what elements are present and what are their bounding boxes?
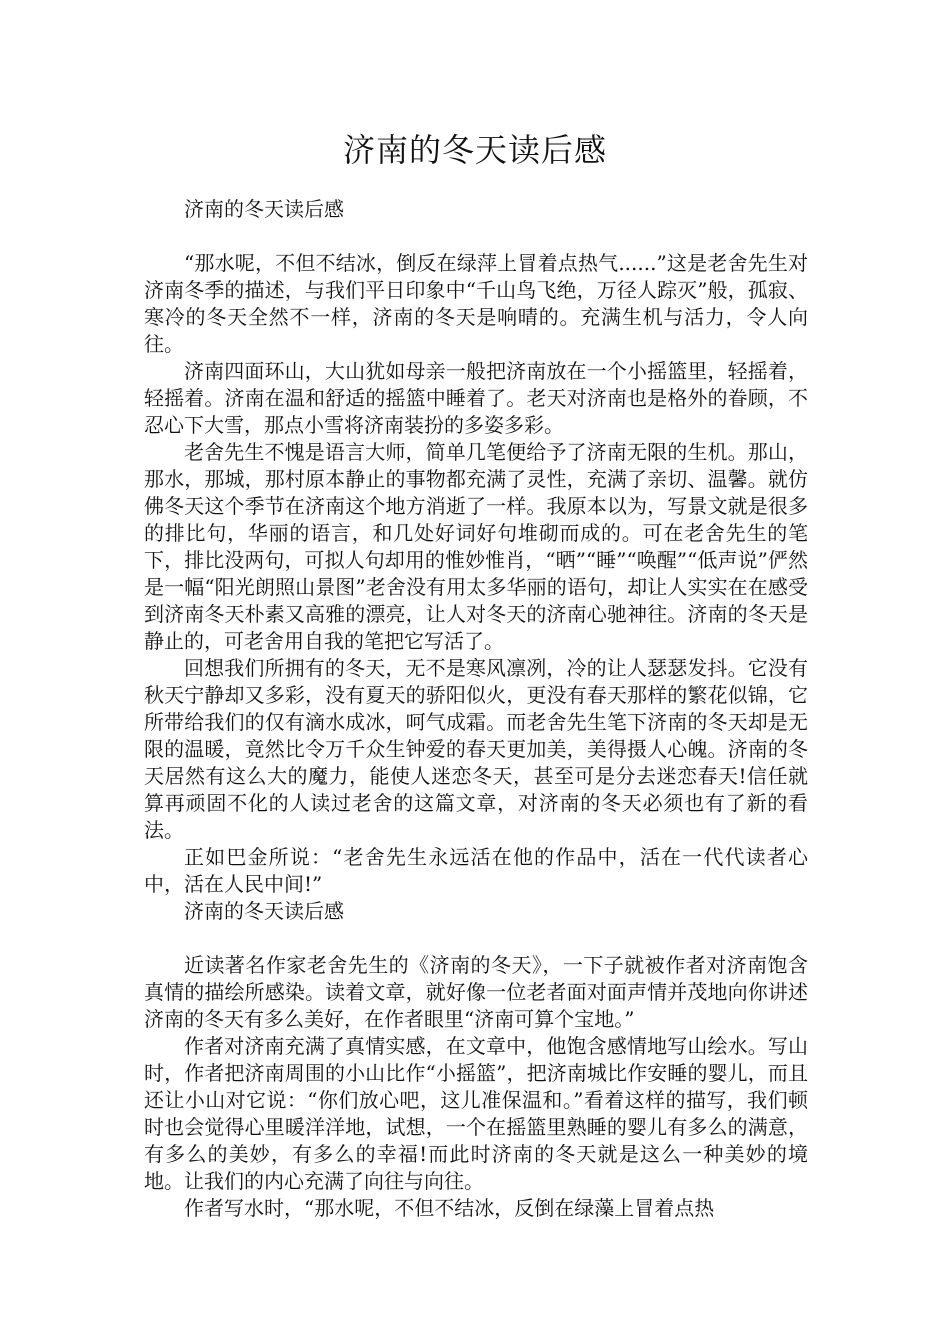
paragraph: 济南四面环山，大山犹如母亲一般把济南放在一个小摇篮里，轻摇着，轻摇着。济南在温和舒适的摇篮中睡着了。老天对济南也是格外的眷顾，不忍心下大雪，那点小雪将济南装扮的多姿多彩。 [144, 359, 808, 437]
paragraph: 回想我们所拥有的冬天，无不是寒风凛冽，冷的让人瑟瑟发抖。它没有秋天宁静却又多彩，没有夏天的骄阳似火，更没有春天那样的繁花似锦，它所带给我们的仅有滴水成冰，呵气成霜。而老舍先生笔下济南的冬天却是无限的温暖，竟然比令万千众生钟爱的春天更加美，美得摄人心魄。济南的冬天居然有这么大的魔力，能使人迷恋冬天，甚至可是分去迷恋春天!信任就算再顽固不化的人读过老舍的这篇文章，对济南的冬天必须也有了新的看法。 [144, 656, 808, 842]
section-heading-1: 济南的冬天读后感 [184, 197, 344, 221]
paragraph: 老舍先生不愧是语言大师，简单几笔便给予了济南无限的生机。那山，那水，那城，那村原本静止的事物都充满了灵性，充满了亲切、温馨。就仿佛冬天这个季节在济南这个地方消逝了一样。我原本以为，写景文就是很多的排比句，华丽的语言，和几处好词好句堆砌而成的。可在老舍先生的笔下，排比没两句，可拟人句却用的惟妙惟肖，“晒”“睡”“唤醒”“低声说”俨然是一幅“阳光朗照山景图”老舍没有用太多华丽的语句，却让人实实在在感受到济南冬天朴素又高雅的漂亮，让人对冬天的济南心驰神往。济南的冬天是静止的，可老舍用自我的笔把它写活了。 [144, 440, 808, 653]
paragraph: “那水呢，不但不结冰，倒反在绿萍上冒着点热气......”这是老舍先生对济南冬季的描述，与我们平日印象中“千山鸟飞绝，万径人踪灭”般，孤寂、寒冷的冬天全然不一样，济南的冬天是响晴的。充满生机与活力，令人向往。 [144, 251, 808, 356]
section-heading-2: 济南的冬天读后感 [184, 899, 344, 923]
paragraph: 作者对济南充满了真情实感，在文章中，他饱含感情地写山绘水。写山时，作者把济南周围的小山比作“小摇篮”，把济南城比作安睡的婴儿，而且还让小山对它说：“你们放心吧，这儿准保温和。”看着这样的描写，我们顿时也会觉得心里暖洋洋地，试想，一个在摇篮里熟睡的婴儿有多么的满意，有多么的美妙，有多么的幸福!而此时济南的冬天就是这么一种美妙的境地。让我们的内心充满了向往与向往。 [144, 1034, 808, 1193]
document-title: 济南的冬天读后感 [342, 131, 607, 169]
paragraph: 正如巴金所说：“老舍先生永远活在他的作品中，活在一代代读者心中，活在人民中间!” [144, 845, 808, 896]
paragraph: 近读著名作家老舍先生的《济南的冬天》，一下子就被作者对济南饱含真情的描绘所感染。读着文章，就好像一位老者面对面声情并茂地向你讲述济南的冬天有多么美好，在作者眼里“济南可算个宝地。” [144, 953, 808, 1031]
spacer [144, 223, 808, 250]
document-body [144, 196, 808, 1222]
paragraph: 作者写水时，“那水呢，不但不结冰，反倒在绿藻上冒着点热 [184, 1196, 715, 1220]
spacer [144, 925, 808, 952]
